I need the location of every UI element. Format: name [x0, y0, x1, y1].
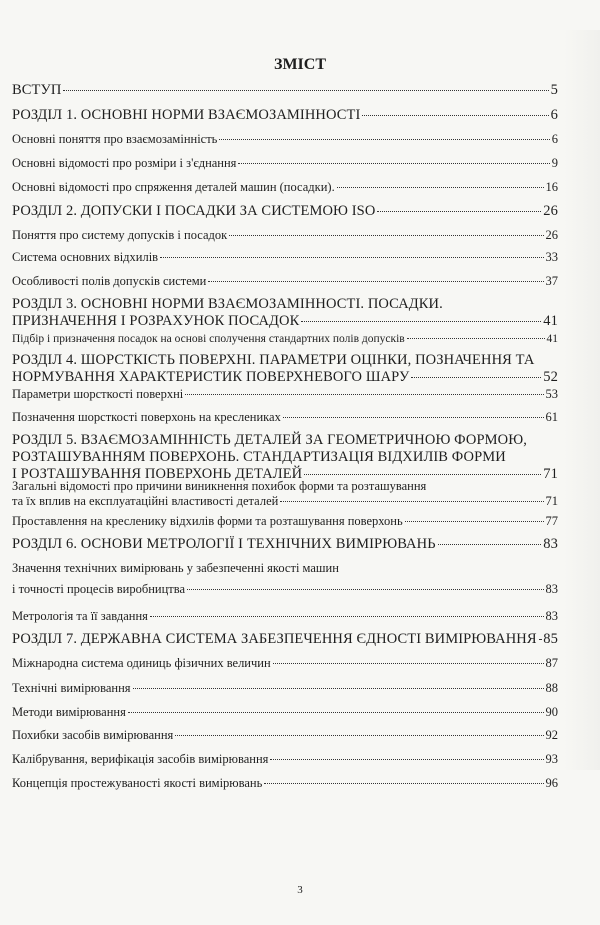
dot-leader	[411, 377, 541, 378]
toc-entry[interactable]: Методи вимірювання 90	[12, 705, 558, 719]
dot-leader	[438, 544, 542, 545]
page-number: 3	[297, 884, 303, 896]
dot-leader	[273, 663, 544, 664]
dot-leader	[405, 521, 544, 522]
toc-entry[interactable]: Особливості полів допусків системи 37	[12, 274, 558, 288]
toc-chapter-3[interactable]: РОЗДІЛ 3. ОСНОВНІ НОРМИ ВЗАЄМОЗАМІННОСТІ. ПОСАДКИ. ПРИЗНАЧЕННЯ І РОЗРАХУНОК ПОСАДОК 41	[12, 296, 558, 329]
dot-leader	[283, 417, 544, 418]
dot-leader	[160, 257, 543, 258]
dot-leader	[187, 589, 543, 590]
toc-entry[interactable]: Проставлення на кресленику відхилів форми та розташування поверхонь 77	[12, 514, 558, 528]
page-shadow	[564, 30, 600, 770]
toc-title: ЗМІСТ	[274, 56, 326, 73]
dot-leader	[407, 338, 545, 339]
dot-leader	[219, 139, 549, 140]
dot-leader	[264, 783, 543, 784]
dot-leader	[185, 394, 543, 395]
dot-leader	[377, 211, 541, 212]
dot-leader	[150, 616, 544, 617]
dot-leader	[539, 639, 542, 640]
dot-leader	[63, 90, 548, 91]
dot-leader	[175, 735, 543, 736]
toc-entry[interactable]: Значення технічних вимірювань у забезпеченні якості машин і точності процесів виробництва 83	[12, 561, 558, 596]
dot-leader	[304, 474, 541, 475]
toc-entry[interactable]: Концепція простежуваності якості вимірювань 96	[12, 776, 558, 790]
toc-entry[interactable]: Технічні вимірювання 88	[12, 681, 558, 695]
toc-chapter-1[interactable]: РОЗДІЛ 1. ОСНОВНІ НОРМИ ВЗАЄМОЗАМІННОСТІ 6	[12, 107, 558, 123]
dot-leader	[128, 712, 544, 713]
toc-entry[interactable]: Позначення шорсткості поверхонь на креслениках 61	[12, 410, 558, 424]
dot-leader	[238, 163, 549, 164]
toc-entry[interactable]: Метрологія та її завдання 83	[12, 609, 558, 623]
dot-leader	[270, 759, 543, 760]
toc-entry[interactable]: Підбір і призначення посадок на основі сполучення стандартних полів допусків 41	[12, 333, 558, 345]
dot-leader	[280, 501, 543, 502]
toc-entry-intro[interactable]: ВСТУП 5	[12, 82, 558, 98]
dot-leader	[301, 321, 541, 322]
toc-entry[interactable]: Параметри шорсткості поверхні 53	[12, 387, 558, 401]
toc-entry[interactable]: Загальні відомості про причини виникнення похибок форми та розташування та їх вплив на експлуатаційні властивості деталей 71	[12, 479, 558, 508]
toc-entry[interactable]: Міжнародна система одиниць фізичних величин 87	[12, 656, 558, 670]
dot-leader	[229, 235, 543, 236]
toc-entry[interactable]: Система основних відхилів 33	[12, 250, 558, 264]
toc-chapter-7[interactable]: РОЗДІЛ 7. ДЕРЖАВНА СИСТЕМА ЗАБЕЗПЕЧЕННЯ ЄДНОСТІ ВИМІРЮВАННЯ 85	[12, 631, 558, 647]
toc-entry[interactable]: Поняття про систему допусків і посадок 26	[12, 228, 558, 242]
dot-leader	[133, 688, 544, 689]
toc-chapter-6[interactable]: РОЗДІЛ 6. ОСНОВИ МЕТРОЛОГІЇ І ТЕХНІЧНИХ ВИМІРЮВАНЬ 83	[12, 536, 558, 552]
toc-chapter-5[interactable]: РОЗДІЛ 5. ВЗАЄМОЗАМІННІСТЬ ДЕТАЛЕЙ ЗА ГЕОМЕТРИЧНОЮ ФОРМОЮ, РОЗТАШУВАННЯМ ПОВЕРХОНЬ. СТАНДАРТИЗАЦІЯ ВІДХИЛІВ ФОРМИ І РОЗТАШУВАННЯ ПОВЕРХОНЬ ДЕТАЛЕЙ 71	[12, 432, 558, 482]
toc-chapter-2[interactable]: РОЗДІЛ 2. ДОПУСКИ І ПОСАДКИ ЗА СИСТЕМОЮ ISO 26	[12, 203, 558, 219]
toc-chapter-4[interactable]: РОЗДІЛ 4. ШОРСТКІСТЬ ПОВЕРХНІ. ПАРАМЕТРИ ОЦІНКИ, ПОЗНАЧЕННЯ ТА НОРМУВАННЯ ХАРАКТЕРИСТИК ПОВЕРХНЕВОГО ШАРУ 52	[12, 352, 558, 385]
toc-entry[interactable]: Калібрування, верифікація засобів вимірювання 93	[12, 752, 558, 766]
dot-leader	[362, 115, 548, 116]
toc-entry[interactable]: Основні поняття про взаємозамінність 6	[12, 132, 558, 146]
dot-leader	[337, 187, 544, 188]
dot-leader	[208, 281, 543, 282]
toc-entry[interactable]: Похибки засобів вимірювання 92	[12, 728, 558, 742]
toc-entry[interactable]: Основні відомості про спряження деталей машин (посадки). 16	[12, 180, 558, 194]
toc-entry[interactable]: Основні відомості про розміри і з'єднання 9	[12, 156, 558, 170]
